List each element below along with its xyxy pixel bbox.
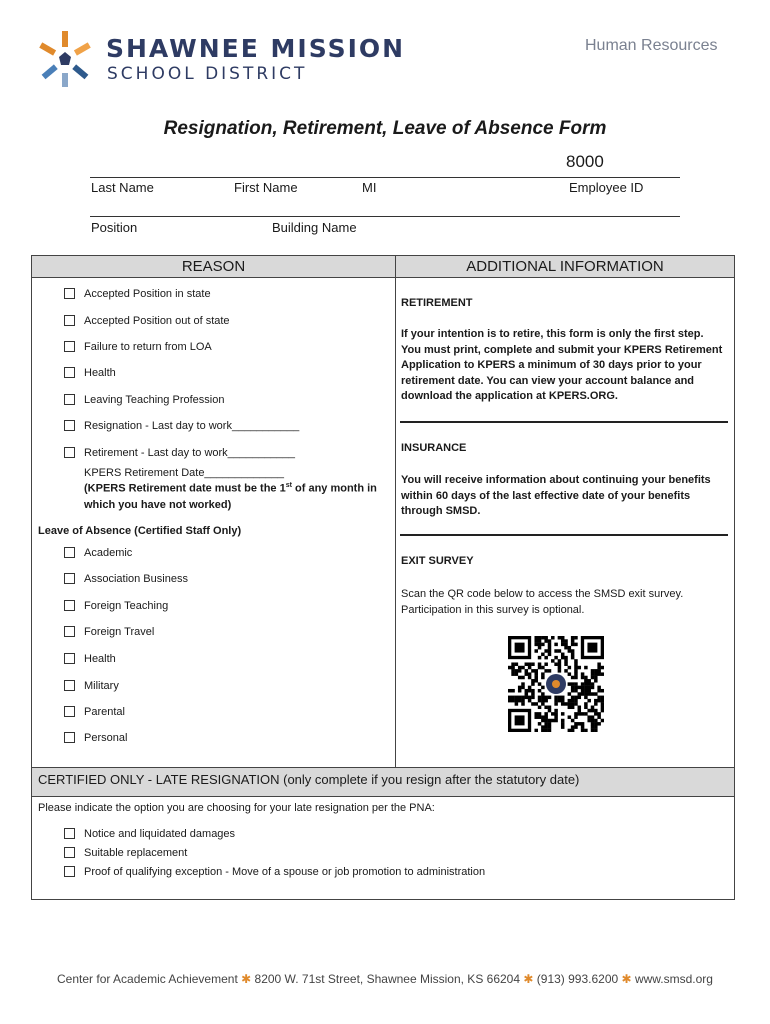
insurance-heading: INSURANCE bbox=[401, 442, 467, 454]
option-label: Foreign Teaching bbox=[84, 600, 169, 612]
district-logo-icon bbox=[34, 30, 96, 88]
district-subtitle: SCHOOL DISTRICT bbox=[107, 64, 308, 84]
checkbox-notice-damages[interactable] bbox=[64, 828, 75, 839]
building-name-label: Building Name bbox=[272, 220, 357, 235]
last-name-label: Last Name bbox=[91, 180, 154, 195]
checkbox-loa-association[interactable] bbox=[64, 573, 75, 584]
checkbox-loa-personal[interactable] bbox=[64, 732, 75, 743]
qr-code-icon[interactable] bbox=[508, 636, 604, 732]
section-divider bbox=[400, 534, 728, 536]
late-instruction: Please indicate the option you are choosing for your late resignation per the PNA: bbox=[38, 802, 435, 814]
loa-heading: Leave of Absence (Certified Staff Only) bbox=[38, 525, 242, 537]
checkbox-loa-health[interactable] bbox=[64, 653, 75, 664]
position-line[interactable] bbox=[90, 216, 680, 217]
option-label: Suitable replacement bbox=[84, 847, 188, 859]
late-resignation-heading: CERTIFIED ONLY - LATE RESIGNATION (only complete if you resign after the statutory date) bbox=[38, 772, 580, 787]
retirement-text: If your intention is to retire, this form is only the first step. You must print, complete and submit your KPERS Retirement Application to KPERS a minimum of 30 days prior to your retirement date. You can view your account balance and download the application at KPERS.ORG. bbox=[401, 328, 723, 402]
option-label: Notice and liquidated damages bbox=[84, 828, 236, 840]
section-divider bbox=[400, 421, 728, 423]
option-label: Failure to return from LOA bbox=[84, 341, 212, 353]
exit-survey-text: Scan the QR code below to access the SMSD exit survey. Participation in this survey is optional. bbox=[401, 588, 684, 616]
reason-header: REASON bbox=[32, 256, 395, 278]
option-label: Proof of qualifying exception - Move of a spouse or job promotion to administration bbox=[84, 866, 486, 878]
name-line[interactable] bbox=[90, 177, 680, 178]
kpers-note-cont: which you have not worked) bbox=[84, 499, 232, 511]
checkbox-loa-foreign-teaching[interactable] bbox=[64, 600, 75, 611]
form-number: 8000 bbox=[566, 152, 604, 171]
checkbox-loa-academic[interactable] bbox=[64, 547, 75, 558]
form-title: Resignation, Retirement, Leave of Absence Form bbox=[163, 118, 607, 139]
retirement-heading: RETIREMENT bbox=[401, 297, 473, 309]
insurance-text: You will receive information about continuing your benefits within 60 days of the last effective date of your benefits through SMSD. bbox=[401, 474, 711, 517]
kpers-date-field[interactable]: KPERS Retirement Date_____________ bbox=[84, 467, 284, 479]
option-label: Accepted Position out of state bbox=[84, 315, 230, 327]
checkbox-accepted-out-of-state[interactable] bbox=[64, 315, 75, 326]
checkbox-accepted-in-state[interactable] bbox=[64, 288, 75, 299]
option-label: Personal bbox=[84, 732, 128, 744]
separator-star-icon: ✱ bbox=[621, 972, 632, 986]
option-label: Parental bbox=[84, 706, 125, 718]
checkbox-suitable-replacement[interactable] bbox=[64, 847, 75, 858]
first-name-label: First Name bbox=[234, 180, 298, 195]
checkbox-retirement[interactable] bbox=[64, 447, 75, 458]
option-label: Military bbox=[84, 680, 119, 692]
checkbox-loa-military[interactable] bbox=[64, 680, 75, 691]
checkbox-qualifying-exception[interactable] bbox=[64, 866, 75, 877]
column-divider bbox=[395, 256, 396, 768]
mi-label: MI bbox=[362, 180, 377, 195]
position-label: Position bbox=[91, 220, 138, 235]
additional-info-header: ADDITIONAL INFORMATION bbox=[396, 256, 734, 278]
option-label: Resignation - Last day to work___________ bbox=[84, 420, 300, 432]
option-label: Association Business bbox=[84, 573, 188, 585]
separator-star-icon: ✱ bbox=[241, 972, 252, 986]
option-label: Accepted Position in state bbox=[84, 288, 211, 300]
kpers-note: (KPERS Retirement date must be the 1st of any month in bbox=[84, 482, 377, 495]
option-label: Retirement - Last day to work___________ bbox=[84, 447, 295, 459]
department-label: Human Resources bbox=[585, 37, 718, 54]
employee-id-label: Employee ID bbox=[569, 180, 644, 195]
exit-survey-heading: EXIT SURVEY bbox=[401, 555, 474, 567]
option-label: Health bbox=[84, 367, 116, 379]
footer-address: Center for Academic Achievement ✱ 8200 W. 71st Street, Shawnee Mission, KS 66204 ✱ (913) 993.6200 ✱ www.smsd.org bbox=[57, 972, 713, 986]
checkbox-resignation[interactable] bbox=[64, 420, 75, 431]
option-label: Foreign Travel bbox=[84, 626, 155, 638]
option-label: Academic bbox=[84, 547, 133, 559]
checkbox-health[interactable] bbox=[64, 367, 75, 378]
checkbox-leaving-teaching[interactable] bbox=[64, 394, 75, 405]
checkbox-loa-parental[interactable] bbox=[64, 706, 75, 717]
checkbox-loa-foreign-travel[interactable] bbox=[64, 626, 75, 637]
option-label: Health bbox=[84, 653, 116, 665]
option-label: Leaving Teaching Profession bbox=[84, 394, 225, 406]
separator-star-icon: ✱ bbox=[523, 972, 534, 986]
checkbox-failure-to-return[interactable] bbox=[64, 341, 75, 352]
district-name: SHAWNEE MISSION bbox=[106, 34, 406, 63]
